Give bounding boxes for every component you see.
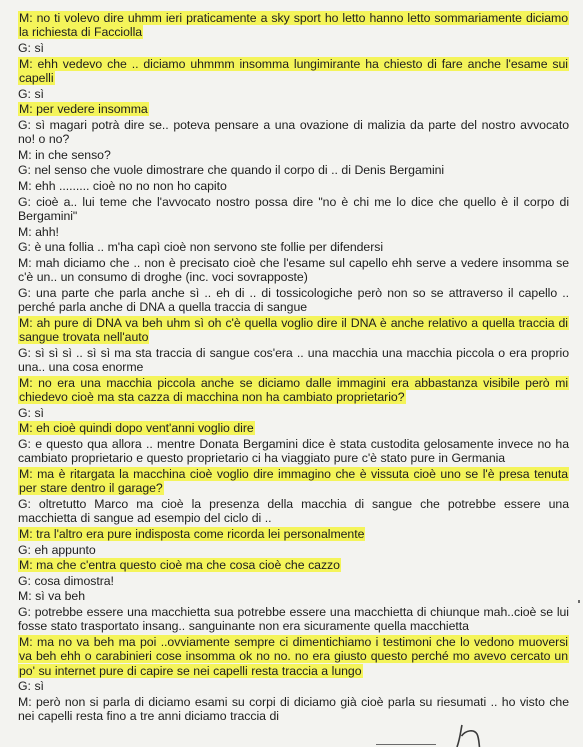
speaker-g-line [18, 437, 569, 466]
line-text: M: per vedere insomma [19, 102, 148, 117]
bottom-rule [376, 744, 436, 745]
speaker-g-line [18, 406, 569, 420]
line-text: G: cioè a.. lui teme che l'avvocato nostro possa dire "no è chi me lo dice che quello è il corpo di Bergamini" [18, 194, 569, 223]
speaker-m-line [18, 256, 569, 285]
speaker-m-line [18, 589, 569, 603]
speaker-m-line [18, 635, 569, 678]
line-text: M: no ti volevo dire uhmm ieri praticamente a sky sport ho letto hanno letto sommariamente diciamo la richiesta di Facciolla [19, 11, 568, 40]
line-text: G: eh appunto [18, 542, 96, 557]
speaker-m-line [18, 421, 569, 435]
line-text: M: tra l'altro era pure indisposta come ricorda lei personalmente [19, 526, 365, 541]
line-text: M: in che senso? [18, 147, 111, 162]
speaker-g-line [18, 346, 569, 375]
speaker-m-line [18, 102, 569, 116]
line-text: M: eh cioè quindi dopo vent'anni voglio dire [19, 421, 254, 436]
line-text: G: una parte che parla anche sì .. eh di .. di tossicologiche però non so se attraverso il capello .. perché parla anche di DNA a quella traccia di sangue [18, 285, 569, 315]
speaker-m-line [18, 695, 569, 724]
speaker-m-line [18, 467, 569, 496]
speaker-m-line [18, 376, 569, 405]
line-text: G: nel senso che vuole dimostrare che quando il corpo di .. di Denis Bergamini [18, 163, 445, 178]
line-text: G: sì sì sì .. sì sì ma sta traccia di sangue cos'era .. una macchia una macchia piccola o era proprio una.. una cosa enorme [18, 345, 569, 375]
speaker-m-line [18, 558, 569, 572]
line-text: G: sì [18, 41, 44, 55]
line-text: M: sì va beh [18, 589, 85, 604]
speaker-m-line [18, 225, 569, 239]
line-text: M: ehh ......... cioè no no non ho capito [18, 178, 227, 193]
line-text: M: ah pure di DNA va beh uhm sì oh c'è quella voglio dire il DNA è anche relativo a quella traccia di sangue trovata nell'auto [19, 315, 568, 345]
speaker-g-line [18, 497, 569, 526]
speaker-m-line [18, 57, 569, 86]
line-text: G: e questo qua allora .. mentre Donata Bergamini dice è stata custodita gelosamente invece no ha cambiato proprietario e questo proprietario ci ha viaggiato pure c'è stato pure in Germania [18, 436, 569, 466]
speaker-g-line [18, 543, 569, 557]
speaker-g-line [18, 163, 569, 177]
speaker-g-line [18, 118, 569, 147]
speaker-m-line [18, 148, 569, 162]
line-text: M: ma che c'entra questo cioè ma che cosa cioè che cazzo [19, 558, 340, 573]
line-text: M: mah diciamo che .. non è precisato cioè che l'esame sul capello ehh serve a vedere insomma se c'è un.. un consumo di droghe (inc. voci sovrapposte) [18, 255, 569, 285]
line-text: G: sì [18, 679, 44, 694]
line-text: G: sì magari potrà dire se.. poteva pensare a una ovazione di malizia da parte del nostro avvocato no! o no? [18, 117, 569, 147]
speaker-g-line [18, 679, 569, 693]
speaker-g-line [18, 87, 569, 101]
speaker-g-line [18, 240, 569, 254]
line-text: M: ehh vedevo che .. diciamo uhmmm insomma lungimirante ha chiesto di fare anche l'esame sui capelli [19, 56, 568, 85]
line-text: M: ahh! [18, 224, 59, 239]
speaker-m-line [18, 179, 569, 193]
line-text: G: sì [18, 86, 44, 101]
speaker-m-line [18, 527, 569, 541]
line-text: G: oltretutto Marco ma cioè la presenza della macchia di sangue che potrebbe essere una macchietta di sangue ad esempio del ciclo di .. [18, 496, 569, 526]
handwritten-page-mark [452, 724, 488, 747]
line-text: M: però non si parla di diciamo esami su corpi di diciamo già cioè parla su riesumati .. ho visto che nei capelli resta fino a tre anni diciamo traccia di [18, 694, 569, 724]
line-text: G: potrebbe essere una macchietta sua potrebbe essere una macchietta di chiunque mah..cioè se lui fosse stato trasportato insang.. sanguinante non era sicuramente quella macchietta [18, 604, 569, 634]
margin-mark [578, 600, 580, 603]
speaker-m-line [18, 11, 569, 40]
line-text: G: sì [18, 405, 44, 420]
line-text: M: ma no va beh ma poi ..ovviamente sempre ci dimentichiamo i testimoni che lo vedono muoversi va beh ehh o carabinieri cose insomma ok no no. no era giusto questo perché mo avevo cercato un po' su internet pure di capire se nei capelli resta traccia a lungo [19, 634, 568, 678]
speaker-g-line [18, 286, 569, 315]
speaker-m-line [18, 316, 569, 345]
speaker-g-line [18, 574, 569, 588]
line-text: G: cosa dimostra! [18, 573, 114, 588]
line-text: M: ma è ritargata la macchina cioè voglio dire immagino che è vissuta cioè uno se l'è presa tenuta per stare dentro il garage? [19, 466, 568, 496]
speaker-g-line [18, 605, 569, 634]
speaker-g-line [18, 195, 569, 224]
line-text: G: è una follia .. m'ha capì cioè non servono ste follie per difendersi [18, 240, 384, 255]
line-text: M: no era una macchia piccola anche se diciamo dalle immagini era abbastanza visibile però mi chiedevo cioè ma sta cazza di macchina non ha cambiato proprietario? [19, 375, 568, 405]
speaker-g-line [18, 41, 569, 55]
